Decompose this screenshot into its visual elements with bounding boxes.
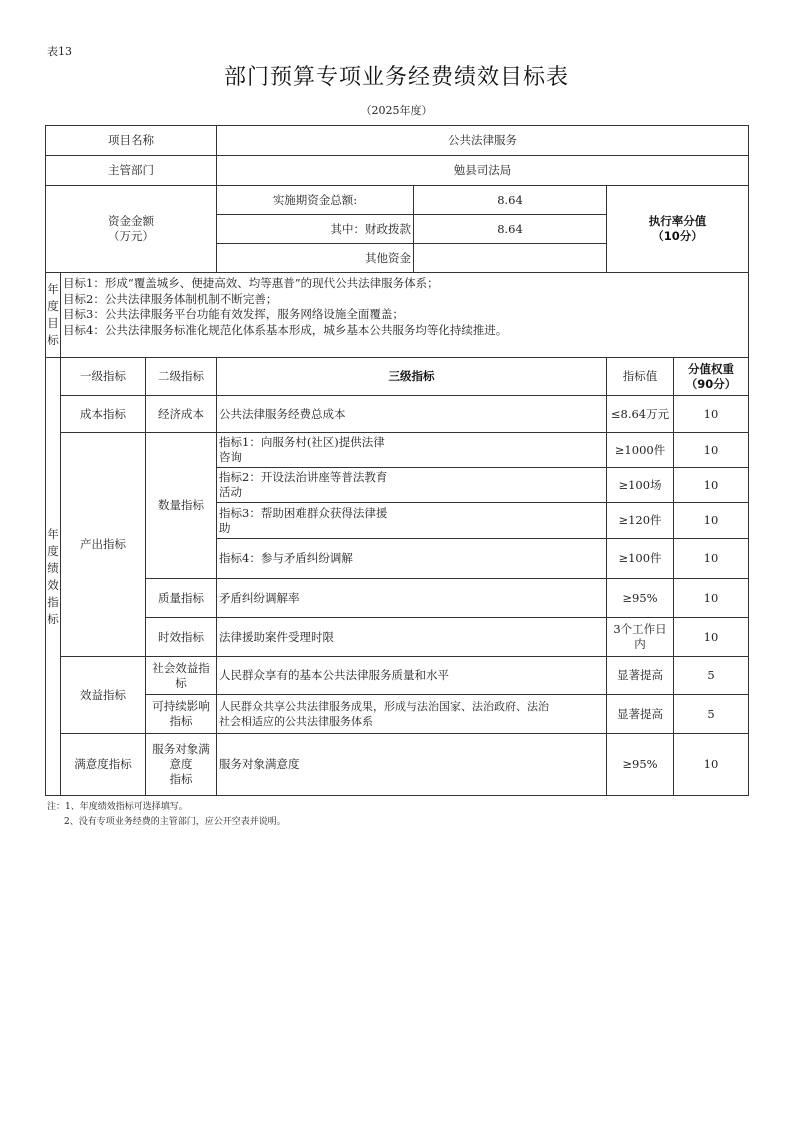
quality-level2: 质量指标 — [146, 579, 217, 618]
department-value: 勉县司法局 — [217, 156, 749, 186]
benefit-level1: 效益指标 — [61, 657, 146, 734]
annual-goals-label-char: 标 — [47, 333, 59, 347]
social-weight: 5 — [674, 657, 749, 695]
footnotes — [47, 800, 286, 830]
page-title: 部门预算专项业务经费绩效目标表 — [223, 65, 569, 90]
cost-weight: 10 — [674, 396, 749, 433]
funding-label-line1: 资金金额 — [108, 214, 154, 228]
sustainable-level3-line1: 人民群众共享公共法律服务成果，形成与法治国家、法治政府、法治 — [219, 700, 549, 713]
quantity-level3 — [217, 433, 607, 468]
quantity-level3-line1: 指标3：帮助困难群众获得法律援 — [219, 505, 388, 520]
social-level3: 人民群众享有的基本公共法律服务质量和水平 — [217, 657, 607, 695]
cost-value: ≤8.64万元 — [607, 396, 674, 433]
cost-indicator-row — [46, 396, 749, 433]
quantity-indicator-row — [46, 433, 749, 468]
annual-goals-row — [46, 273, 749, 358]
annual-goals-label-char: 度 — [47, 299, 59, 313]
sustainable-level2 — [146, 695, 217, 734]
annual-goals-label — [46, 273, 61, 358]
header-level3: 三级指标 — [217, 358, 607, 396]
quality-level3: 矛盾纠纷调解率 — [217, 579, 607, 618]
fiscal-year: （2025年度） — [360, 104, 433, 117]
header-weight-line2: （90分） — [685, 376, 737, 391]
quantity-weight: 10 — [674, 539, 749, 579]
sustainable-impact-row — [46, 695, 749, 734]
funding-total-row — [46, 186, 749, 215]
funding-label — [46, 186, 217, 273]
header-weight — [674, 358, 749, 396]
social-value: 显著提高 — [607, 657, 674, 695]
quantity-value: ≥120件 — [607, 503, 674, 539]
satisfaction-indicator-row — [46, 734, 749, 796]
satisfaction-level2 — [146, 734, 217, 796]
quality-indicator-row — [46, 579, 749, 618]
social-level2-line1: 社会效益指 — [152, 660, 210, 675]
header-level1: 一级指标 — [61, 358, 146, 396]
funding-label-line2: （万元） — [108, 229, 154, 243]
indicator-header-row — [46, 358, 749, 396]
project-name-row — [46, 126, 749, 156]
sustainable-level3-line2: 社会相适应的公共法律服务体系 — [219, 715, 373, 728]
funding-other-value — [414, 244, 607, 273]
goal-item: 目标1：形成“覆盖城乡、便捷高效、均等惠普”的现代公共法律服务体系； — [63, 276, 439, 290]
funding-other-label: 其他资金 — [217, 244, 414, 273]
quantity-level3 — [217, 503, 607, 539]
quantity-level3-line2: 咨询 — [219, 450, 242, 464]
project-name-value: 公共法律服务 — [217, 126, 749, 156]
side-label-char: 年 — [47, 526, 59, 541]
quantity-weight: 10 — [674, 433, 749, 468]
quantity-level3 — [217, 468, 607, 503]
quantity-value: ≥100件 — [607, 539, 674, 579]
sustainable-value: 显著提高 — [607, 695, 674, 734]
sustainable-weight: 5 — [674, 695, 749, 734]
side-label-char: 标 — [47, 611, 59, 626]
funding-fiscal-value: 8.64 — [414, 215, 607, 244]
timeliness-level3: 法律援助案件受理时限 — [217, 618, 607, 657]
satisfaction-value: ≥95% — [607, 734, 674, 796]
footnote-1: 注：1、年度绩效指标可选择填写。 — [47, 802, 188, 812]
sustainable-level3 — [217, 695, 607, 734]
annual-goals-label-char: 年 — [47, 282, 59, 296]
goal-item: 目标4：公共法律服务标准化规范化体系基本形成，城乡基本公共服务均等化持续推进。 — [63, 322, 508, 337]
annual-goals-label-char: 目 — [47, 316, 59, 330]
satisfaction-weight: 10 — [674, 734, 749, 796]
timeliness-value-line2: 内 — [634, 637, 646, 651]
sustainable-level2-line1: 可持续影响 — [152, 699, 210, 713]
quantity-weight: 10 — [674, 468, 749, 503]
social-level2-line2: 标 — [175, 675, 187, 690]
goal-item: 目标3：公共法律服务平台功能有效发挥，服务网络设施全面覆盖； — [63, 307, 404, 321]
satisfaction-level2-line2: 意度 — [169, 757, 193, 771]
annual-goals-content — [61, 273, 749, 358]
goal-item: 目标2：公共法律服务体制机制不断完善； — [63, 291, 278, 306]
satisfaction-level1: 满意度指标 — [61, 734, 146, 796]
satisfaction-level2-line1: 服务对象满 — [152, 742, 210, 756]
table-number: 表13 — [47, 45, 72, 58]
satisfaction-level3: 服务对象满意度 — [217, 734, 607, 796]
quantity-level2: 数量指标 — [146, 433, 217, 579]
timeliness-weight: 10 — [674, 618, 749, 657]
social-level2 — [146, 657, 217, 695]
execution-rate-line1: 执行率分值 — [648, 214, 707, 228]
cost-level3: 公共法律服务经费总成本 — [217, 396, 607, 433]
quality-value: ≥95% — [607, 579, 674, 618]
side-label-char: 绩 — [47, 560, 59, 575]
execution-rate-score — [607, 186, 749, 273]
side-label-char: 效 — [47, 577, 59, 592]
quantity-level3-line1: 指标1：向服务村(社区)提供法律 — [219, 435, 385, 449]
satisfaction-level2-line3: 指标 — [169, 772, 193, 786]
funding-total-value: 8.64 — [414, 186, 607, 215]
quantity-value: ≥1000件 — [607, 433, 674, 468]
quality-weight: 10 — [674, 579, 749, 618]
header-weight-line1: 分值权重 — [688, 361, 734, 376]
social-benefit-row — [46, 657, 749, 695]
timeliness-level2: 时效指标 — [146, 618, 217, 657]
footnote-2: 2、没有专项业务经费的主管部门，应公开空表并说明。 — [64, 817, 286, 827]
sustainable-level2-line2: 指标 — [169, 714, 193, 728]
funding-fiscal-label: 其中：财政拨款 — [217, 215, 414, 244]
cost-level1: 成本指标 — [61, 396, 146, 433]
quantity-level3-line2: 助 — [219, 520, 231, 535]
quantity-level3-line1: 指标2：开设法治讲座等普法教育 — [219, 470, 388, 484]
quantity-level3-line2: 活动 — [219, 485, 242, 499]
quantity-level3: 指标4：参与矛盾纠纷调解 — [217, 539, 607, 579]
timeliness-value-line1: 3个工作日 — [613, 622, 667, 636]
performance-target-table — [45, 125, 749, 796]
department-row — [46, 156, 749, 186]
side-label-char: 指 — [47, 594, 59, 609]
quantity-value: ≥100场 — [607, 468, 674, 503]
output-level1: 产出指标 — [61, 433, 146, 657]
header-level2: 二级指标 — [146, 358, 217, 396]
header-value: 指标值 — [607, 358, 674, 396]
execution-rate-line2: （10分） — [652, 229, 703, 243]
cost-level2: 经济成本 — [146, 396, 217, 433]
timeliness-indicator-row — [46, 618, 749, 657]
timeliness-value — [607, 618, 674, 657]
project-name-label: 项目名称 — [46, 126, 217, 156]
quantity-weight: 10 — [674, 503, 749, 539]
funding-total-label: 实施期资金总额: — [217, 186, 414, 215]
department-label: 主管部门 — [46, 156, 217, 186]
indicators-side-label — [46, 358, 61, 796]
side-label-char: 度 — [47, 543, 59, 558]
